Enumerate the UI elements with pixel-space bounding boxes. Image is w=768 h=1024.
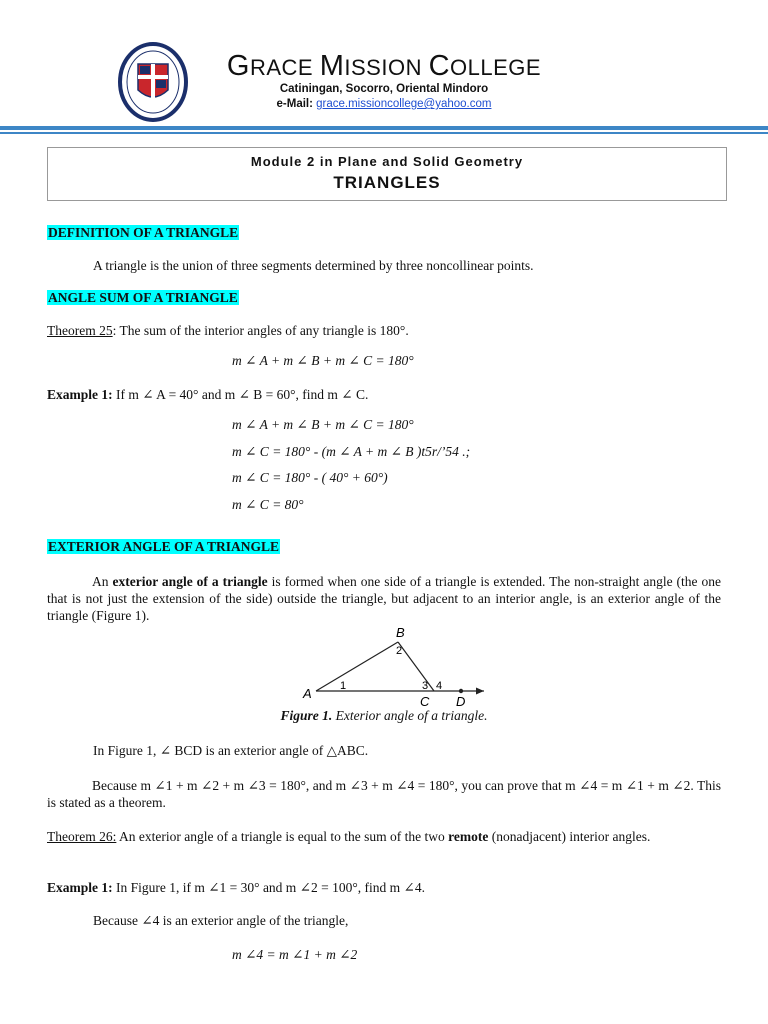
figure-angle-3: 3 xyxy=(422,680,429,692)
exterior-heading: EXTERIOR ANGLE OF A TRIANGLE xyxy=(48,539,280,554)
email-link[interactable]: grace.missioncollege@yahoo.com xyxy=(316,98,492,110)
definition-text: A triangle is the union of three segments determined by three noncollinear points. xyxy=(93,258,534,273)
theorem-25-equation: m ∠ A + m ∠ B + m ∠ C = 180° xyxy=(232,353,414,368)
because-2-sentence: Because ∠4 is an exterior angle of the triangle, xyxy=(93,913,349,928)
module-title: Module 2 in Plane and Solid Geometry xyxy=(250,154,524,169)
email-label: e-Mail: xyxy=(276,98,317,110)
topic-title: TRIANGLES xyxy=(333,173,441,192)
example-1-step: m ∠ C = 180° - (m ∠ A + m ∠ B )t5r/’54 .; xyxy=(232,444,471,459)
example-1-label: Example 1: xyxy=(47,387,113,402)
example-1-step: m ∠ C = 80° xyxy=(232,497,304,512)
header-rule-thin xyxy=(0,132,768,134)
definition-heading-wrap xyxy=(47,224,239,242)
example-2: Example 1: In Figure 1, if m ∠1 = 30° and m ∠2 = 100°, find m ∠4. xyxy=(47,880,425,895)
figure-label-d: D xyxy=(456,694,466,708)
because-paragraph: Because m ∠1 + m ∠2 + m ∠3 = 180°, and m ∠3 + m ∠4 = 180°, you can prove that m ∠4 = m ∠1 + m ∠2. This is stated as a theorem. xyxy=(47,778,721,810)
header-rule xyxy=(0,126,768,130)
final-equation: m ∠4 = m ∠1 + m ∠2 xyxy=(232,947,358,962)
example-1 xyxy=(47,386,368,403)
figure-angle-4: 4 xyxy=(436,680,443,692)
figure-label-a: A xyxy=(303,686,312,701)
example-1-text: If m ∠ A = 40° and m ∠ B = 60°, find m ∠ C. xyxy=(112,387,369,402)
exterior-paragraph: An exterior angle of a triangle is formed when one side of a triangle is extended. The non-straight angle (the one that is not just the extension of the side) outside the triangle, but adjacent to an interior angle, is an exterior angle of the triangle (Figure 1). xyxy=(47,574,721,623)
figure-1-triangle-diagram xyxy=(298,624,492,708)
theorem-25-label: Theorem 25 xyxy=(47,323,113,338)
angle-sum-heading-wrap xyxy=(47,289,239,307)
college-email-line xyxy=(0,98,768,110)
module-title-box xyxy=(47,147,727,201)
theorem-26: Theorem 26: An exterior angle of a triangle is equal to the sum of the two remote (nonadjacent) interior angles. xyxy=(47,829,651,844)
example-1-step: m ∠ A + m ∠ B + m ∠ C = 180° xyxy=(232,417,414,432)
figure-angle-2: 2 xyxy=(396,645,403,657)
bcd-sentence: In Figure 1, ∠ BCD is an exterior angle of △ABC. xyxy=(93,743,369,758)
figure-angle-1: 1 xyxy=(340,680,347,692)
figure-1-caption: Figure 1. Exterior angle of a triangle. xyxy=(280,708,488,723)
theorem-25-text: : The sum of the interior angles of any triangle is 180°. xyxy=(112,323,409,338)
angle-sum-heading: ANGLE SUM OF A TRIANGLE xyxy=(48,290,238,305)
example-1-step: m ∠ C = 180° - ( 40° + 60°) xyxy=(232,470,388,485)
college-name: GRACE MISSION COLLEGE xyxy=(226,50,542,82)
figure-label-c: C xyxy=(420,694,430,708)
college-address: Catiningan, Socorro, Oriental Mindoro xyxy=(279,83,489,95)
exterior-heading-wrap xyxy=(47,538,280,556)
definition-heading: DEFINITION OF A TRIANGLE xyxy=(48,225,239,240)
figure-label-b: B xyxy=(396,625,405,640)
theorem-25 xyxy=(47,322,409,339)
